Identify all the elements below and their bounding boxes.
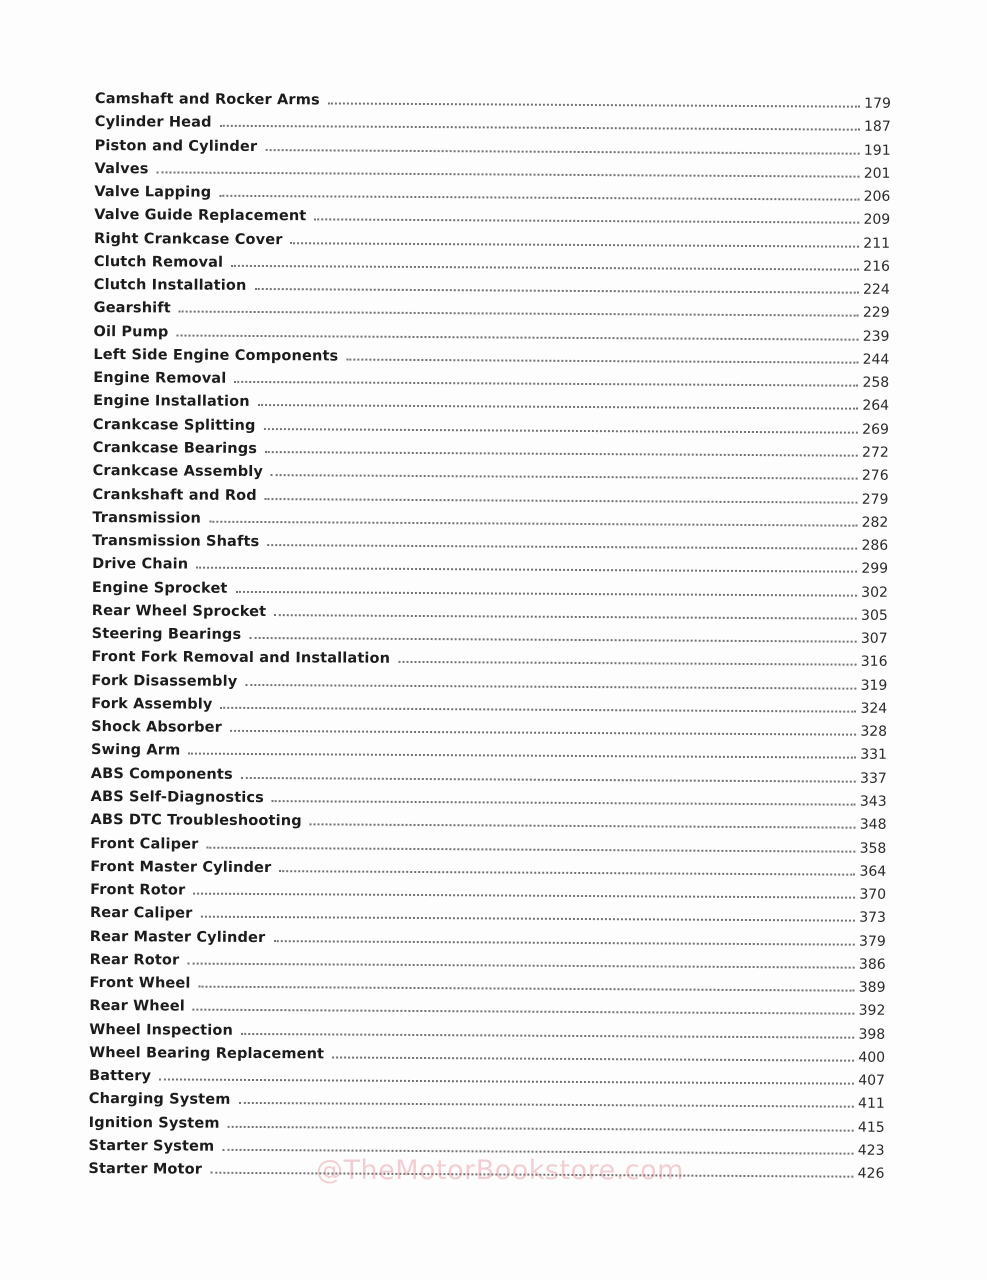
toc-entry-page-number: 398 [858, 1026, 886, 1043]
toc-entry-title: Crankshaft and Rod [92, 486, 257, 504]
toc-entry-title: Crankcase Splitting [92, 416, 256, 434]
toc-entry-title: Valve Guide Replacement [94, 207, 307, 225]
toc-entry-page-number: 331 [860, 747, 887, 764]
toc-entry-title: Rear Master Cylinder [89, 928, 266, 946]
toc-entry-page-number: 302 [861, 584, 888, 601]
dot-leader [328, 102, 860, 107]
toc-entry-title: Oil Pump [93, 323, 169, 341]
dot-leader [241, 777, 856, 783]
dot-leader [209, 520, 857, 526]
toc-entry-title: Rear Wheel [89, 998, 185, 1015]
dot-leader [236, 590, 857, 596]
dot-leader [200, 916, 854, 922]
toc-entry-page-number: 299 [861, 561, 889, 578]
toc-entry-title: Crankcase Bearings [92, 439, 258, 457]
dot-leader [238, 1102, 853, 1108]
toc-entry-page-number: 179 [864, 95, 891, 112]
dot-leader [264, 428, 858, 434]
toc-entry-title: Fork Disassembly [91, 672, 238, 690]
toc-entry-page-number: 411 [858, 1096, 885, 1113]
toc-entry-title: Shock Absorber [91, 719, 222, 736]
toc-entry-page-number: 392 [858, 1003, 886, 1020]
toc-entry-page-number: 389 [858, 979, 886, 996]
dot-leader [265, 149, 859, 155]
dot-leader [193, 1009, 855, 1015]
toc-entry-page-number: 316 [860, 654, 888, 671]
toc-entry-page-number: 216 [863, 258, 890, 275]
toc-entry-page-number: 269 [862, 421, 889, 438]
dot-leader [187, 962, 854, 968]
dot-leader [314, 219, 859, 224]
toc-entry-page-number: 343 [859, 793, 887, 810]
toc-entry-title: Engine Removal [93, 370, 227, 387]
toc-entry-page-number: 373 [859, 909, 886, 927]
dot-leader [249, 637, 856, 643]
toc-entry-title: Right Crankcase Cover [94, 230, 283, 248]
toc-entry-page-number: 264 [862, 398, 890, 415]
toc-entry-page-number: 191 [863, 142, 891, 159]
toc-entry-title: Left Side Engine Components [93, 346, 339, 365]
dot-leader [157, 171, 860, 177]
toc-entry-title: Crankcase Assembly [92, 463, 264, 481]
dot-leader [230, 730, 856, 736]
toc-entry-page-number: 415 [857, 1119, 885, 1136]
dot-leader [188, 753, 856, 759]
toc-entry-title: Engine Sprocket [91, 579, 228, 597]
dot-leader [398, 661, 856, 666]
toc-entry-page-number: 258 [862, 374, 890, 392]
toc-entry-title: Camshaft and Rocker Arms [94, 90, 320, 109]
toc-entry-title: Valve Lapping [94, 184, 212, 201]
table-of-contents [88, 89, 891, 1187]
dot-leader [220, 125, 860, 131]
toc-entry-title: Wheel Bearing Replacement [89, 1044, 325, 1063]
dot-leader [291, 242, 860, 247]
toc-entry-title: Steering Bearings [91, 626, 242, 644]
toc-entry-title: Fork Assembly [91, 695, 213, 713]
dot-leader [234, 381, 858, 387]
toc-entry-title: Gearshift [93, 300, 171, 317]
toc-entry-title: Transmission [92, 509, 202, 527]
dot-leader [231, 265, 859, 271]
toc-entry-page-number: 286 [861, 537, 889, 554]
toc-entry-page-number: 400 [858, 1049, 886, 1066]
toc-entry-page-number: 364 [859, 863, 887, 880]
dot-leader [222, 1149, 853, 1155]
dot-leader [254, 288, 858, 294]
watermark: @TheMotorBookstore.com [316, 1155, 684, 1186]
toc-entry-page-number: 279 [861, 491, 889, 508]
toc-entry-page-number: 239 [862, 328, 890, 345]
toc-entry-page-number: 319 [860, 677, 888, 694]
toc-entry-title: Cylinder Head [94, 114, 212, 131]
toc-entry-title: Valves [94, 160, 149, 178]
toc-entry-page-number: 244 [862, 351, 890, 368]
toc-entry-page-number: 407 [858, 1072, 886, 1090]
toc-entry-title: Rear Caliper [89, 905, 193, 922]
toc-entry-page-number: 307 [860, 630, 888, 647]
toc-entry-title: ABS Self-Diagnostics [90, 788, 265, 807]
dot-leader [272, 800, 856, 806]
dot-leader [346, 358, 858, 363]
toc-entry-title: Engine Installation [93, 393, 250, 411]
toc-entry-page-number: 358 [859, 840, 887, 857]
toc-entry-title: Swing Arm [90, 742, 181, 759]
dot-leader [219, 195, 859, 201]
toc-entry-page-number: 337 [860, 770, 887, 787]
dot-leader [245, 684, 856, 690]
dot-leader [241, 1033, 854, 1039]
toc-entry-title: Ignition System [88, 1114, 220, 1132]
dot-leader [267, 544, 857, 550]
dot-leader [332, 1056, 854, 1061]
toc-entry-title: ABS Components [90, 765, 233, 783]
dot-leader [196, 567, 857, 573]
dot-leader [258, 404, 858, 410]
toc-entry-page-number: 305 [861, 607, 888, 624]
dot-leader [210, 1172, 853, 1178]
toc-entry-title: Rear Wheel Sprocket [91, 602, 267, 620]
toc-entry-title: Wheel Inspection [89, 1021, 234, 1039]
dot-leader [179, 311, 859, 317]
toc-entry-title: Transmission Shafts [92, 533, 260, 551]
toc-entry-page-number: 224 [863, 281, 890, 298]
toc-entry-page-number: 386 [858, 956, 886, 973]
toc-entry-page-number: 272 [862, 444, 889, 461]
toc-entry-title: Front Fork Removal and Installation [91, 649, 391, 668]
toc-entry-title: Starter Motor [88, 1161, 203, 1178]
toc-entry-title: Battery [88, 1068, 152, 1085]
dot-leader [159, 1079, 854, 1085]
toc-entry-page-number: 276 [861, 467, 889, 485]
toc-entry-page-number: 206 [863, 188, 891, 205]
dot-leader [279, 870, 855, 876]
toc-entry-title: Front Rotor [90, 882, 186, 899]
dot-leader [274, 614, 857, 620]
toc-entry-title: Front Master Cylinder [90, 858, 272, 876]
dot-leader [310, 824, 856, 829]
toc-entry-page-number: 426 [857, 1165, 885, 1183]
toc-entry-page-number: 348 [859, 816, 887, 834]
toc-entry-page-number: 187 [863, 118, 891, 136]
toc-entry-title: Front Wheel [89, 975, 191, 992]
toc-entry-title: Clutch Installation [93, 277, 247, 295]
toc-entry-page-number: 282 [861, 514, 889, 531]
dot-leader [273, 940, 854, 946]
toc-entry-page-number: 379 [859, 933, 886, 950]
toc-entry-title: Rear Rotor [89, 951, 180, 969]
toc-entry-title: ABS DTC Troubleshooting [90, 812, 302, 830]
toc-entry-title: Charging System [88, 1091, 231, 1109]
toc-entry-page-number: 370 [859, 886, 887, 903]
toc-entry-page-number: 209 [863, 212, 891, 229]
toc-entry-page-number: 324 [860, 700, 888, 717]
toc-entry-title: Front Caliper [90, 835, 199, 853]
toc-entry-page-number: 201 [863, 165, 891, 182]
dot-leader [193, 893, 855, 899]
toc-entry-page-number: 229 [862, 305, 890, 322]
toc-entry[interactable] [88, 1159, 884, 1187]
toc-entry-page-number: 328 [860, 723, 888, 741]
dot-leader [228, 1126, 854, 1132]
toc-entry-title: Starter System [88, 1137, 215, 1155]
toc-entry-title: Clutch Removal [93, 253, 224, 271]
dot-leader [176, 334, 858, 340]
toc-entry-page-number: 423 [857, 1142, 885, 1159]
toc-entry-page-number: 211 [863, 235, 891, 252]
dot-leader [221, 707, 857, 713]
dot-leader [199, 986, 855, 992]
dot-leader [265, 498, 858, 504]
toc-entry-title: Piston and Cylinder [94, 137, 258, 155]
dot-leader [271, 474, 858, 480]
dot-leader [265, 451, 858, 457]
toc-entry-title: Drive Chain [92, 556, 189, 573]
dot-leader [206, 846, 855, 852]
